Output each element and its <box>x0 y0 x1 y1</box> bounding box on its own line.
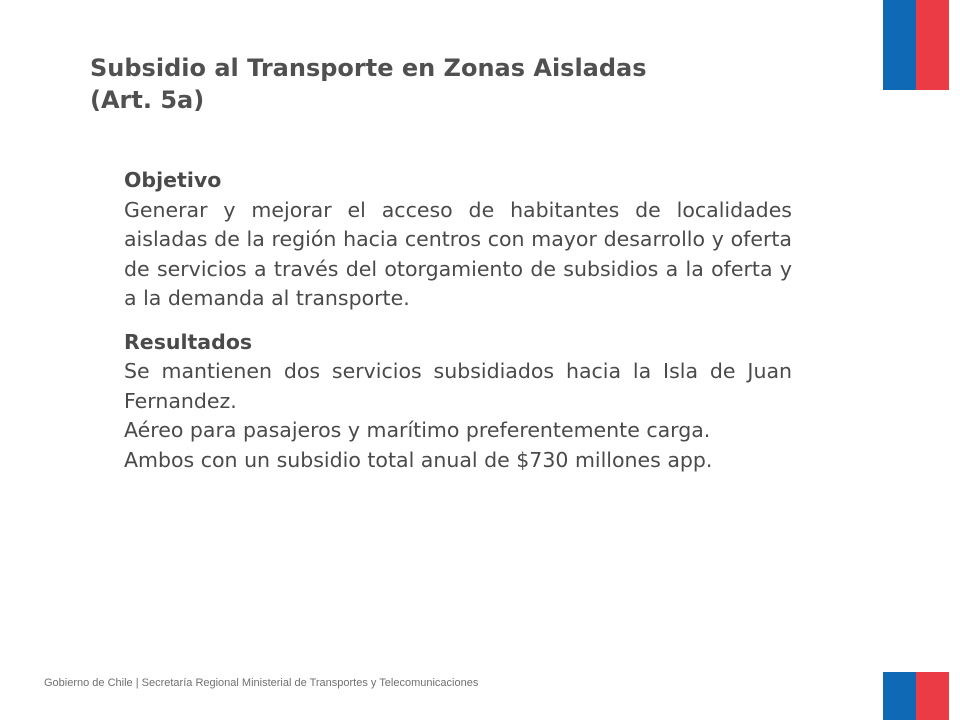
flag-blue-stripe <box>883 0 916 90</box>
slide-title <box>90 52 850 116</box>
section-paragraph: Se mantienen dos servicios subsidiados hacia la Isla de Juan Fernandez. <box>124 359 792 413</box>
slide-title-line-2: (Art. 5a) <box>90 86 205 114</box>
slide-title-line-1: Subsidio al Transporte en Zonas Aisladas <box>90 54 647 82</box>
flag-red-stripe <box>916 0 949 90</box>
section-paragraph: Generar y mejorar el acceso de habitantes de localidades aisladas de la región hacia centros con mayor desarrollo y oferta de servicios a través del otorgamiento de subsidios a la oferta y a la demanda al transporte. <box>124 197 792 310</box>
section-paragraph: Ambos con un subsidio total anual de $730 millones app. <box>124 447 713 472</box>
government-flag-logo-top <box>883 0 949 90</box>
flag-blue-stripe <box>883 672 916 720</box>
footer-text: Gobierno de Chile | Secretaría Regional Ministerial de Transportes y Telecomunicaciones <box>44 677 479 689</box>
flag-red-stripe <box>916 672 949 720</box>
section-objetivo <box>124 166 792 314</box>
section-heading: Objetivo <box>124 168 222 192</box>
section-resultados <box>124 328 792 476</box>
section-heading: Resultados <box>124 329 253 354</box>
section-paragraph: Aéreo para pasajeros y marítimo preferentemente carga. <box>124 418 711 442</box>
slide-body <box>124 166 792 489</box>
government-flag-logo-bottom <box>883 672 949 720</box>
